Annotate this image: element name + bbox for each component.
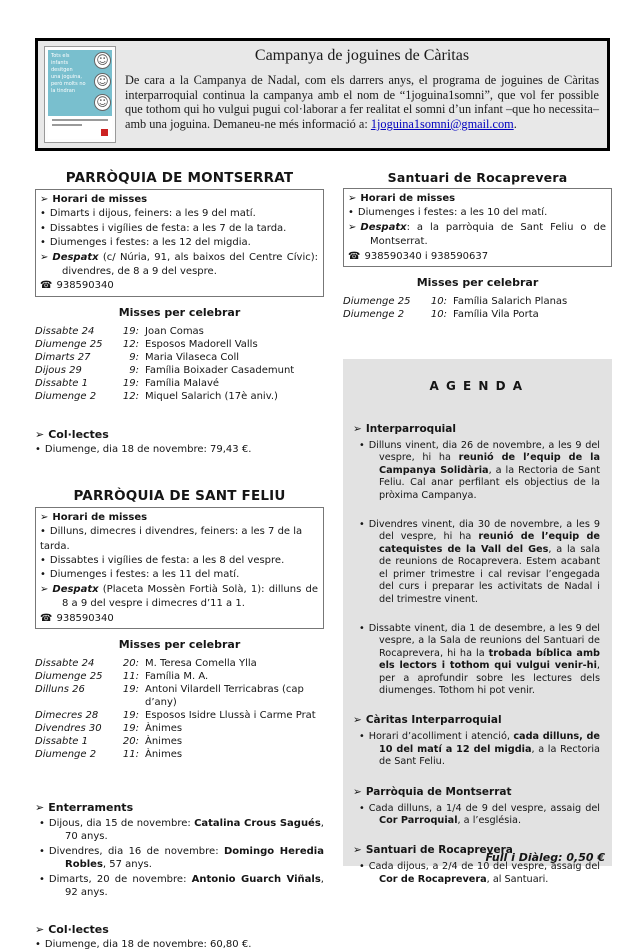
enterrament-text: Dimarts, 20 de novembre: — [48, 873, 192, 885]
horari-item-text: Dissabtes i vigílies de festa: a les 8 del vespre. — [49, 555, 285, 567]
missa-name: Família Malavé — [145, 377, 220, 389]
arrow-icon: ➢ — [353, 844, 362, 857]
despatx-line — [40, 583, 318, 612]
missa-row — [35, 351, 324, 364]
horari-item-text: Diumenges i festes: a les 10 del matí. — [357, 207, 548, 219]
missa-row — [343, 295, 612, 308]
missa-time: 19: — [122, 325, 139, 337]
arrow-icon: ➢ — [353, 714, 362, 727]
agenda-heading-label: Parròquia de Montserrat — [365, 785, 512, 798]
missa-name: Esposos Isidre Llussà i Carme Prat — [145, 710, 316, 722]
agenda-item-text: , a la sala de reunions de Rocaprevera. Estem acabant el primer trimestre i cal revisar l’engegada del curs i preparar les activitats de Nadal i del trimestre vinent. — [379, 543, 600, 605]
arrow-icon: ➢ — [348, 193, 357, 204]
campaign-header-box — [35, 38, 610, 151]
missa-name: Ànimes — [145, 749, 183, 761]
enterrament-age: , 92 anys. — [65, 873, 324, 899]
horari-item-text: Dimarts i dijous, feiners: a les 9 del matí. — [49, 208, 256, 220]
missa-day: Dijous 29 — [35, 364, 82, 376]
agenda-section-caritas — [353, 714, 600, 768]
arrow-icon: ➢ — [35, 801, 45, 815]
collectes-item — [35, 938, 324, 952]
missa-row — [35, 338, 324, 351]
agenda-item-text: , a l’església. — [457, 814, 522, 826]
horari-item — [348, 206, 606, 220]
missa-time: 12: — [122, 390, 139, 402]
campaign-poster-image — [44, 46, 116, 143]
missa-name: Antoni Vilardell Terricabras (cap d’any) — [145, 684, 304, 709]
collectes-item — [35, 443, 324, 457]
missa-day: Dissabte 24 — [35, 325, 95, 337]
missa-day: Diumenge 25 — [343, 296, 411, 308]
bullet-icon: • — [40, 222, 46, 234]
horari-heading-label: Horari de misses — [52, 511, 148, 523]
agenda-heading-label: Càritas Interparroquial — [365, 714, 502, 727]
campaign-body-text: De cara a la Campanya de Nadal, com els darrers anys, el programa de joguines de Càritas interparroquial continua la campanya amb el nom de “1joguina1somni”, que vol fer possible que tothom qui ho vulgui pugui col·laborar a fer realitat el somni d’un infant –que ho necessita– amb una joguina. Demaneu-ne més informació a: — [125, 73, 599, 131]
poster-text — [51, 53, 89, 95]
horari-item-text: Dilluns, dimecres i divendres, feiners: a les 7 de la tarda. — [40, 526, 303, 552]
missa-day: Dissabte 24 — [35, 658, 95, 670]
horari-item — [40, 207, 318, 221]
missa-day: Divendres 30 — [35, 723, 102, 735]
agenda-item-highlight: reunió de l’equip de la Campanya Solidària — [379, 452, 600, 476]
horari-item — [40, 525, 318, 554]
missa-time: 19: — [122, 710, 139, 722]
bullet-icon: • — [35, 939, 41, 951]
despatx-line — [348, 221, 606, 250]
agenda-section-heading — [353, 423, 600, 435]
missa-day: Dimarts 27 — [35, 351, 91, 363]
missa-row — [35, 683, 324, 709]
bullet-icon: • — [359, 731, 365, 743]
horari-heading — [40, 193, 318, 207]
agenda-item-text: Dilluns vinent, dia 26 de novembre, a les 9 del vespre, hi ha — [368, 440, 600, 464]
santfeliu-collectes — [35, 923, 324, 952]
horari-item — [40, 554, 318, 568]
horari-item — [40, 222, 318, 236]
bullet-icon: • — [40, 237, 46, 249]
bullet-icon: • — [35, 444, 41, 456]
missa-day: Diumenge 25 — [35, 671, 103, 683]
bullet-icon: • — [359, 440, 365, 452]
enterrament-item — [35, 873, 324, 900]
agenda-item-highlight: Cor de Rocaprevera — [379, 873, 487, 885]
campaign-header-text — [125, 46, 599, 143]
phone-number: 938590340 — [56, 280, 114, 292]
agenda-item-text: Cada dijous, a 2/4 de 10 del vespre, assaig del — [368, 861, 600, 873]
agenda-item-highlight: trobada bíblica amb els lectors i tothom qui vulgui venir-hi — [379, 647, 600, 672]
despatx-text: : a la parròquia de Sant Feliu o de Montserrat. — [370, 221, 606, 248]
bullet-icon: • — [359, 622, 365, 634]
smiley-face-icon: ☺ — [94, 52, 111, 69]
poster-background — [48, 50, 112, 116]
missa-row — [35, 722, 324, 735]
bullet-icon: • — [39, 873, 45, 885]
missa-name: Família M. A. — [145, 671, 209, 683]
rocaprevera-horari-box — [343, 188, 612, 267]
missa-time: 20: — [122, 736, 139, 748]
agenda-item-text: , a la Rectoria de Sant Feliu. Cal anar perfilant els objectius de la pròxima Campanya. — [379, 464, 601, 501]
missa-row — [35, 657, 324, 670]
campaign-body-period: . — [513, 116, 517, 131]
agenda-title: A G E N D A — [429, 379, 524, 394]
campaign-email-link[interactable]: 1joguina1somni@gmail.com — [370, 116, 514, 131]
santfeliu-misses-heading: Misses per celebrar — [118, 638, 241, 652]
agenda-item-highlight: reunió de l’equip de catequistes de la Vall del Ges — [379, 531, 600, 555]
campaign-body — [125, 73, 599, 131]
missa-name: Esposos Madorell Valls — [145, 338, 258, 350]
phone-line — [40, 279, 318, 293]
horari-item — [40, 236, 318, 250]
poster-text-line: Tots els — [51, 53, 70, 59]
horari-item — [40, 568, 318, 582]
missa-day: Diumenge 2 — [35, 390, 97, 402]
arrow-icon: ➢ — [353, 785, 362, 798]
rocaprevera-misses-heading: Misses per celebrar — [416, 276, 539, 290]
missa-row — [35, 748, 324, 761]
collectes-heading-label: Col·lectes — [48, 922, 109, 936]
enterrament-age: , 70 anys. — [65, 817, 324, 843]
missa-name: Família Vila Porta — [453, 309, 539, 321]
enterrament-age: , 57 anys. — [102, 859, 152, 871]
arrow-icon: ➢ — [40, 583, 49, 595]
arrow-icon: ➢ — [40, 194, 49, 205]
horari-heading — [348, 192, 606, 206]
poster-text-line: la tindran — [51, 88, 76, 94]
poster-text-line: però molts no — [51, 81, 86, 87]
agenda-item-highlight: cada dilluns, de 10 del matí a 12 del migdia — [379, 731, 600, 755]
enterrament-item — [35, 845, 324, 872]
missa-name: Família Salarich Planas — [453, 296, 568, 308]
missa-day: Dilluns 26 — [35, 684, 85, 696]
horari-item-text: Dissabtes i vigílies de festa: a les 7 de la tarda. — [49, 222, 287, 234]
missa-time: 10: — [430, 296, 447, 308]
despatx-line — [40, 251, 318, 280]
price-note: Full i Diàleg: 0,50 € — [485, 851, 605, 864]
agenda-item — [353, 440, 600, 502]
agenda-section-montserrat — [353, 786, 600, 828]
collectes-item-text: Diumenge, dia 18 de novembre: 60,80 €. — [44, 939, 252, 951]
missa-time: 9: — [129, 364, 139, 376]
bullet-icon: • — [359, 802, 365, 814]
smiley-face-icon: ☺ — [94, 94, 111, 111]
bullet-icon: • — [348, 207, 354, 219]
poster-children-faces — [94, 52, 111, 111]
horari-heading — [40, 511, 318, 525]
montserrat-misses-heading: Misses per celebrar — [118, 305, 241, 319]
collectes-heading-label: Col·lectes — [48, 427, 109, 441]
missa-day: Dissabte 1 — [35, 736, 88, 748]
agenda-item-text: , a la Rectoria de Sant Feliu. — [379, 743, 600, 768]
horari-item-text: Diumenges i festes: a les 12 del migdia. — [49, 237, 251, 249]
missa-name: Família Boixader Casademunt — [145, 364, 295, 376]
missa-row — [35, 390, 324, 403]
enterrament-name: Domingo Heredia Robles — [65, 845, 324, 871]
missa-name: Miquel Salarich (17è aniv.) — [145, 390, 278, 402]
agenda-heading-label: Santuari de Rocaprevera — [365, 844, 513, 857]
arrow-icon: ➢ — [35, 427, 45, 441]
missa-name: M. Teresa Comella Ylla — [145, 658, 257, 670]
missa-time: 19: — [122, 377, 139, 389]
enterrament-item — [35, 817, 324, 844]
bullet-icon: • — [40, 569, 46, 581]
missa-name: Maria Vilaseca Coll — [145, 351, 240, 363]
phone-number: 938590340 i 938590637 — [364, 250, 489, 262]
montserrat-collectes — [35, 428, 324, 457]
collectes-heading — [35, 428, 324, 442]
rocaprevera-title: Santuari de Rocaprevera — [387, 170, 568, 185]
missa-day: Diumenge 2 — [343, 309, 405, 321]
enterrament-text: Dijous, dia 15 de novembre: — [48, 817, 195, 829]
agenda-item — [353, 861, 600, 886]
despatx-text: (Placeta Mossèn Fortià Solà, 1): dilluns de 8 a 9 del vespre i dimecres d’11 a 1. — [62, 583, 318, 610]
missa-day: Diumenge 25 — [35, 338, 103, 350]
bullet-icon: • — [40, 208, 46, 220]
phone-icon: ☎ — [348, 250, 361, 262]
enterrament-name: Antonio Guarch Viñals — [191, 873, 321, 885]
arrow-icon: ➢ — [35, 922, 45, 936]
enterraments-heading-label: Enterraments — [48, 801, 134, 815]
missa-name: Joan Comas — [145, 325, 204, 337]
missa-name: Ànimes — [145, 723, 183, 735]
agenda-item-highlight: Cor Parroquial — [379, 814, 458, 826]
missa-time: 19: — [122, 723, 139, 735]
bullet-icon: • — [40, 526, 46, 538]
santfeliu-horari-box — [35, 507, 324, 629]
missa-time: 11: — [122, 749, 139, 761]
missa-time: 9: — [129, 351, 139, 363]
missa-day: Dimecres 28 — [35, 710, 99, 722]
campaign-title: Campanya de joguines de Càritas — [254, 47, 470, 64]
collectes-heading — [35, 923, 324, 937]
missa-time: 11: — [122, 671, 139, 683]
agenda-item-text: Dissabte vinent, dia 1 de desembre, a les 9 del vespre, a la Sala de reunions del Santuari de Rocaprevera, hi ha la — [368, 622, 600, 659]
phone-line — [40, 612, 318, 626]
agenda-item-text: Horari d’acolliment i atenció, — [368, 731, 514, 743]
arrow-icon: ➢ — [353, 423, 362, 436]
agenda-section-interparroquial — [353, 423, 600, 697]
arrow-icon: ➢ — [40, 251, 49, 263]
missa-row — [35, 325, 324, 338]
poster-footer — [48, 116, 112, 139]
missa-row — [35, 709, 324, 722]
missa-time: 20: — [122, 658, 139, 670]
despatx-label: Despatx — [52, 583, 99, 595]
missa-time: 19: — [122, 684, 139, 696]
caritas-logo-icon — [101, 129, 108, 136]
bullet-icon: • — [39, 817, 45, 829]
arrow-icon: ➢ — [348, 221, 357, 233]
poster-text-line: una joguina, — [51, 74, 82, 80]
bullet-icon: • — [359, 519, 365, 531]
rocaprevera-misses-table — [343, 295, 612, 321]
arrow-icon: ➢ — [40, 511, 49, 523]
bullet-icon: • — [40, 555, 46, 567]
montserrat-title: PARRÒQUIA DE MONTSERRAT — [65, 170, 294, 186]
phone-icon: ☎ — [40, 612, 53, 624]
bullet-icon: • — [359, 861, 365, 873]
poster-footer-bar — [52, 124, 82, 126]
enterrament-text: Divendres, dia 16 de novembre: — [48, 845, 224, 857]
missa-row — [35, 735, 324, 748]
agenda-heading-label: Interparroquial — [365, 423, 456, 436]
phone-line — [348, 250, 606, 264]
missa-row — [343, 308, 612, 321]
agenda-section-heading — [353, 786, 600, 798]
phone-number: 938590340 — [56, 612, 114, 624]
missa-name: Ànimes — [145, 736, 183, 748]
poster-text-line: desitgen — [51, 67, 73, 73]
enterraments-section — [35, 801, 324, 900]
agenda-item — [353, 519, 600, 606]
agenda-item-text: Cada dilluns, a 1/4 de 9 del vespre, assaig del — [368, 802, 600, 814]
bullet-icon: • — [39, 845, 45, 857]
poster-text-line: infants — [51, 60, 69, 66]
santfeliu-title: PARRÒQUIA DE SANT FELIU — [73, 487, 286, 504]
agenda-item-text: , al Santuari. — [486, 873, 549, 885]
missa-time: 12: — [122, 338, 139, 350]
agenda-item — [353, 803, 600, 828]
enterrament-name: Catalina Crous Sagués — [194, 817, 321, 829]
agenda-section-heading — [353, 714, 600, 726]
horari-heading-label: Horari de misses — [52, 194, 148, 205]
missa-day: Diumenge 2 — [35, 749, 97, 761]
horari-item-text: Diumenges i festes: a les 11 del matí. — [49, 569, 240, 581]
left-column — [35, 170, 324, 952]
santfeliu-misses-table — [35, 657, 324, 761]
despatx-text: (c/ Núria, 91, als baixos del Centre Cívic): divendres, de 8 a 9 del vespre. — [62, 251, 318, 278]
agenda-item-text: , per a aprofundir sobre les lectures dels diumenges. Tothom hi pot venir. — [379, 660, 600, 696]
phone-icon: ☎ — [40, 280, 53, 292]
missa-row — [35, 364, 324, 377]
right-column — [343, 170, 612, 885]
agenda-item — [353, 623, 600, 697]
agenda-item — [353, 731, 600, 768]
agenda-item-text: Divendres vinent, dia 30 de novembre, a les 9 del vespre, hi ha — [368, 519, 600, 543]
despatx-label: Despatx — [52, 251, 99, 263]
missa-row — [35, 377, 324, 390]
enterraments-heading — [35, 801, 324, 815]
missa-time: 10: — [430, 309, 447, 321]
montserrat-horari-box — [35, 189, 324, 297]
montserrat-misses-table — [35, 325, 324, 403]
missa-day: Dissabte 1 — [35, 377, 88, 389]
agenda-box — [343, 359, 612, 885]
horari-heading-label: Horari de misses — [360, 193, 456, 204]
despatx-label: Despatx — [360, 221, 407, 233]
missa-row — [35, 670, 324, 683]
collectes-item-text: Diumenge, dia 18 de novembre: 79,43 €. — [44, 444, 252, 456]
poster-footer-bar — [52, 119, 108, 121]
smiley-face-icon: ☺ — [94, 73, 111, 90]
